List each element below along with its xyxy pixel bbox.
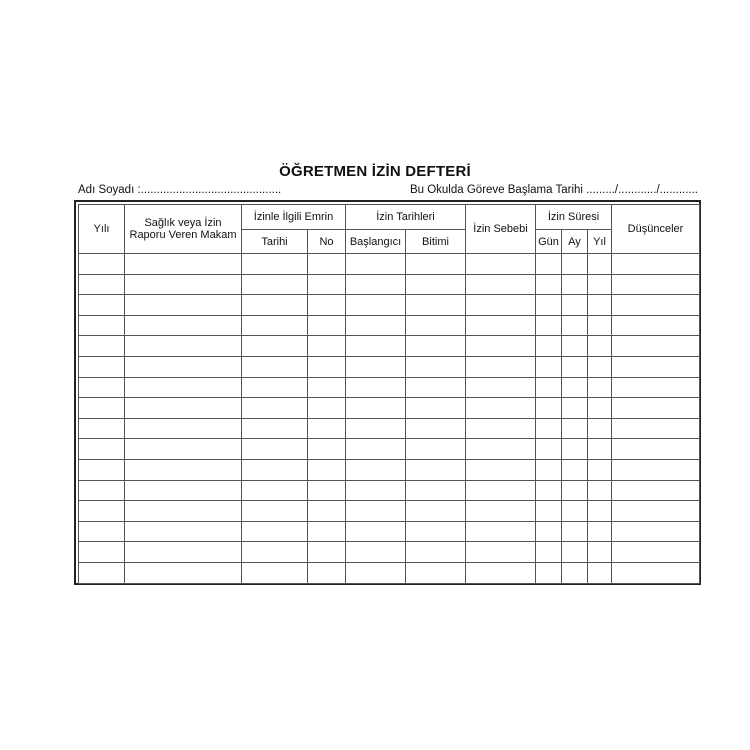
table-cell[interactable] xyxy=(588,356,612,377)
table-cell[interactable] xyxy=(612,562,700,583)
header-end: Bitimi xyxy=(406,230,466,254)
table-cell[interactable] xyxy=(588,480,612,501)
table-cell[interactable] xyxy=(466,356,536,377)
table-cell[interactable] xyxy=(536,501,562,522)
table-row xyxy=(79,315,700,336)
table-cell[interactable] xyxy=(466,439,536,460)
header-start: Başlangıcı xyxy=(346,230,406,254)
table-cell[interactable] xyxy=(406,501,466,522)
table-row xyxy=(79,562,700,583)
table-cell[interactable] xyxy=(562,398,588,419)
table-cell[interactable] xyxy=(125,439,242,460)
table-cell[interactable] xyxy=(536,356,562,377)
table-row xyxy=(79,542,700,563)
table-cell[interactable] xyxy=(242,562,308,583)
table-cell[interactable] xyxy=(406,418,466,439)
table-row xyxy=(79,274,700,295)
table-cell[interactable] xyxy=(588,439,612,460)
table-cell[interactable] xyxy=(588,377,612,398)
table-cell[interactable] xyxy=(562,562,588,583)
header-authority: Sağlık veya İzin Raporu Veren Makam xyxy=(125,205,242,254)
table-cell[interactable] xyxy=(588,542,612,563)
table-cell[interactable] xyxy=(536,295,562,316)
table-cell[interactable] xyxy=(308,254,346,275)
table-cell[interactable] xyxy=(242,542,308,563)
table-cell[interactable] xyxy=(588,501,612,522)
table-cell[interactable] xyxy=(406,315,466,336)
table-cell[interactable] xyxy=(79,315,125,336)
table-cell[interactable] xyxy=(308,480,346,501)
table-cell[interactable] xyxy=(466,377,536,398)
table-cell[interactable] xyxy=(406,542,466,563)
table-cell[interactable] xyxy=(346,521,406,542)
table-cell[interactable] xyxy=(308,439,346,460)
table-row xyxy=(79,254,700,275)
table-cell[interactable] xyxy=(308,315,346,336)
table-cell[interactable] xyxy=(79,501,125,522)
table-cell[interactable] xyxy=(242,459,308,480)
table-cell[interactable] xyxy=(588,418,612,439)
table-cell[interactable] xyxy=(466,521,536,542)
table-row xyxy=(79,521,700,542)
table-cell[interactable] xyxy=(536,542,562,563)
header-remarks: Düşünceler xyxy=(612,205,700,254)
table-cell[interactable] xyxy=(466,315,536,336)
table-cell[interactable] xyxy=(242,501,308,522)
table-row xyxy=(79,356,700,377)
table-cell[interactable] xyxy=(308,336,346,357)
table-cell[interactable] xyxy=(308,562,346,583)
table-cell[interactable] xyxy=(562,418,588,439)
header-dates-group: İzin Tarihleri xyxy=(346,205,466,230)
header-order-date: Tarihi xyxy=(242,230,308,254)
table-cell[interactable] xyxy=(536,418,562,439)
table-cell[interactable] xyxy=(406,439,466,460)
table-cell[interactable] xyxy=(79,480,125,501)
table-cell[interactable] xyxy=(588,336,612,357)
table-cell[interactable] xyxy=(346,295,406,316)
table-cell[interactable] xyxy=(466,501,536,522)
table-cell[interactable] xyxy=(308,356,346,377)
table-cell[interactable] xyxy=(242,356,308,377)
table-cell[interactable] xyxy=(308,459,346,480)
table-row xyxy=(79,418,700,439)
table-cell[interactable] xyxy=(536,254,562,275)
table-row xyxy=(79,295,700,316)
table-cell[interactable] xyxy=(562,521,588,542)
table-cell[interactable] xyxy=(125,377,242,398)
table-cell[interactable] xyxy=(612,377,700,398)
table-row xyxy=(79,377,700,398)
table-cell[interactable] xyxy=(308,295,346,316)
table-cell[interactable] xyxy=(612,480,700,501)
ledger-body xyxy=(79,254,700,584)
table-cell[interactable] xyxy=(612,521,700,542)
table-cell[interactable] xyxy=(79,562,125,583)
table-cell[interactable] xyxy=(346,356,406,377)
header-reason: İzin Sebebi xyxy=(466,205,536,254)
table-cell[interactable] xyxy=(588,459,612,480)
table-cell[interactable] xyxy=(612,274,700,295)
table-cell[interactable] xyxy=(346,315,406,336)
header-order-no: No xyxy=(308,230,346,254)
table-cell[interactable] xyxy=(562,356,588,377)
page-title: ÖĞRETMEN İZİN DEFTERİ xyxy=(279,163,471,180)
table-cell[interactable] xyxy=(125,418,242,439)
table-cell[interactable] xyxy=(406,398,466,419)
table-cell[interactable] xyxy=(125,521,242,542)
table-cell[interactable] xyxy=(346,501,406,522)
table-cell[interactable] xyxy=(406,562,466,583)
table-cell[interactable] xyxy=(536,336,562,357)
table-cell[interactable] xyxy=(562,336,588,357)
table-cell[interactable] xyxy=(588,315,612,336)
table-cell[interactable] xyxy=(79,254,125,275)
table-cell[interactable] xyxy=(79,336,125,357)
table-cell[interactable] xyxy=(308,274,346,295)
table-cell[interactable] xyxy=(125,542,242,563)
table-cell[interactable] xyxy=(612,439,700,460)
table-cell[interactable] xyxy=(588,254,612,275)
table-cell[interactable] xyxy=(79,356,125,377)
table-cell[interactable] xyxy=(242,439,308,460)
table-cell[interactable] xyxy=(79,418,125,439)
table-row xyxy=(79,459,700,480)
table-cell[interactable] xyxy=(406,459,466,480)
table-cell[interactable] xyxy=(466,562,536,583)
table-cell[interactable] xyxy=(308,377,346,398)
table-cell[interactable] xyxy=(612,315,700,336)
table-cell[interactable] xyxy=(466,295,536,316)
table-cell[interactable] xyxy=(562,315,588,336)
table-cell[interactable] xyxy=(308,418,346,439)
header-duration-group: İzin Süresi xyxy=(536,205,612,230)
table-cell[interactable] xyxy=(562,542,588,563)
table-cell[interactable] xyxy=(588,295,612,316)
table-cell[interactable] xyxy=(346,274,406,295)
header-order-group: İzinle İlgili Emrin xyxy=(242,205,346,230)
header-yr: Yıl xyxy=(588,230,612,254)
table-row xyxy=(79,336,700,357)
table-cell[interactable] xyxy=(346,542,406,563)
table-cell[interactable] xyxy=(562,274,588,295)
table-cell[interactable] xyxy=(346,336,406,357)
table-cell[interactable] xyxy=(406,356,466,377)
table-cell[interactable] xyxy=(406,521,466,542)
table-cell[interactable] xyxy=(466,542,536,563)
table-cell[interactable] xyxy=(588,398,612,419)
table-cell[interactable] xyxy=(466,480,536,501)
table-cell[interactable] xyxy=(346,254,406,275)
table-cell[interactable] xyxy=(562,480,588,501)
table-cell[interactable] xyxy=(242,336,308,357)
table-cell[interactable] xyxy=(406,274,466,295)
table-cell[interactable] xyxy=(612,418,700,439)
table-cell[interactable] xyxy=(125,398,242,419)
table-cell[interactable] xyxy=(466,418,536,439)
header-year: Yılı xyxy=(79,205,125,254)
table-cell[interactable] xyxy=(346,459,406,480)
table-cell[interactable] xyxy=(406,377,466,398)
table-cell[interactable] xyxy=(242,480,308,501)
table-cell[interactable] xyxy=(79,398,125,419)
table-cell[interactable] xyxy=(536,274,562,295)
table-cell[interactable] xyxy=(125,562,242,583)
table-cell[interactable] xyxy=(562,439,588,460)
table-cell[interactable] xyxy=(612,542,700,563)
header-month: Ay xyxy=(562,230,588,254)
table-cell[interactable] xyxy=(125,459,242,480)
table-cell[interactable] xyxy=(588,562,612,583)
table-cell[interactable] xyxy=(308,542,346,563)
table-cell[interactable] xyxy=(125,254,242,275)
table-cell[interactable] xyxy=(562,501,588,522)
table-cell[interactable] xyxy=(125,480,242,501)
table-cell[interactable] xyxy=(466,274,536,295)
table-cell[interactable] xyxy=(612,356,700,377)
table-cell[interactable] xyxy=(346,480,406,501)
table-cell[interactable] xyxy=(242,398,308,419)
table-cell[interactable] xyxy=(79,439,125,460)
table-cell[interactable] xyxy=(242,295,308,316)
table-cell[interactable] xyxy=(308,521,346,542)
table-cell[interactable] xyxy=(536,480,562,501)
table-cell[interactable] xyxy=(406,336,466,357)
table-cell[interactable] xyxy=(612,295,700,316)
table-cell[interactable] xyxy=(79,274,125,295)
table-cell[interactable] xyxy=(536,377,562,398)
table-cell[interactable] xyxy=(612,459,700,480)
table-cell[interactable] xyxy=(79,542,125,563)
table-cell[interactable] xyxy=(346,562,406,583)
table-cell[interactable] xyxy=(562,254,588,275)
table-cell[interactable] xyxy=(79,295,125,316)
table-cell[interactable] xyxy=(466,459,536,480)
table-cell[interactable] xyxy=(79,377,125,398)
table-cell[interactable] xyxy=(562,295,588,316)
table-cell[interactable] xyxy=(125,315,242,336)
table-row xyxy=(79,398,700,419)
table-cell[interactable] xyxy=(466,254,536,275)
table-cell[interactable] xyxy=(125,295,242,316)
table-cell[interactable] xyxy=(588,521,612,542)
table-cell[interactable] xyxy=(346,418,406,439)
table-cell[interactable] xyxy=(242,418,308,439)
table-cell[interactable] xyxy=(125,336,242,357)
table-cell[interactable] xyxy=(406,254,466,275)
table-row xyxy=(79,439,700,460)
start-date-field: Bu Okulda Göreve Başlama Tarihi ........./............/............ xyxy=(409,184,698,196)
table-cell[interactable] xyxy=(125,274,242,295)
table-cell[interactable] xyxy=(308,501,346,522)
table-row xyxy=(79,501,700,522)
table-cell[interactable] xyxy=(346,398,406,419)
table-cell[interactable] xyxy=(125,356,242,377)
table-cell[interactable] xyxy=(612,254,700,275)
table-cell[interactable] xyxy=(242,254,308,275)
table-cell[interactable] xyxy=(346,439,406,460)
table-cell[interactable] xyxy=(125,501,242,522)
table-cell[interactable] xyxy=(612,501,700,522)
table-cell[interactable] xyxy=(588,274,612,295)
table-cell[interactable] xyxy=(346,377,406,398)
table-cell[interactable] xyxy=(536,562,562,583)
table-cell[interactable] xyxy=(79,521,125,542)
table-cell[interactable] xyxy=(536,521,562,542)
table-row xyxy=(79,480,700,501)
table-cell[interactable] xyxy=(562,377,588,398)
table-cell[interactable] xyxy=(242,377,308,398)
table-cell[interactable] xyxy=(406,480,466,501)
table-cell[interactable] xyxy=(406,295,466,316)
table-cell[interactable] xyxy=(242,315,308,336)
table-cell[interactable] xyxy=(79,459,125,480)
table-cell[interactable] xyxy=(308,398,346,419)
table-cell[interactable] xyxy=(536,459,562,480)
table-cell[interactable] xyxy=(562,459,588,480)
leave-ledger-table xyxy=(78,204,700,584)
table-cell[interactable] xyxy=(242,274,308,295)
header-day: Gün xyxy=(536,230,562,254)
table-cell[interactable] xyxy=(242,521,308,542)
name-field: Adı Soyadı :............................................ xyxy=(78,184,282,196)
table-cell[interactable] xyxy=(612,398,700,419)
table-cell[interactable] xyxy=(466,336,536,357)
table-cell[interactable] xyxy=(536,315,562,336)
table-cell[interactable] xyxy=(612,336,700,357)
table-cell[interactable] xyxy=(536,398,562,419)
table-cell[interactable] xyxy=(536,439,562,460)
table-cell[interactable] xyxy=(466,398,536,419)
